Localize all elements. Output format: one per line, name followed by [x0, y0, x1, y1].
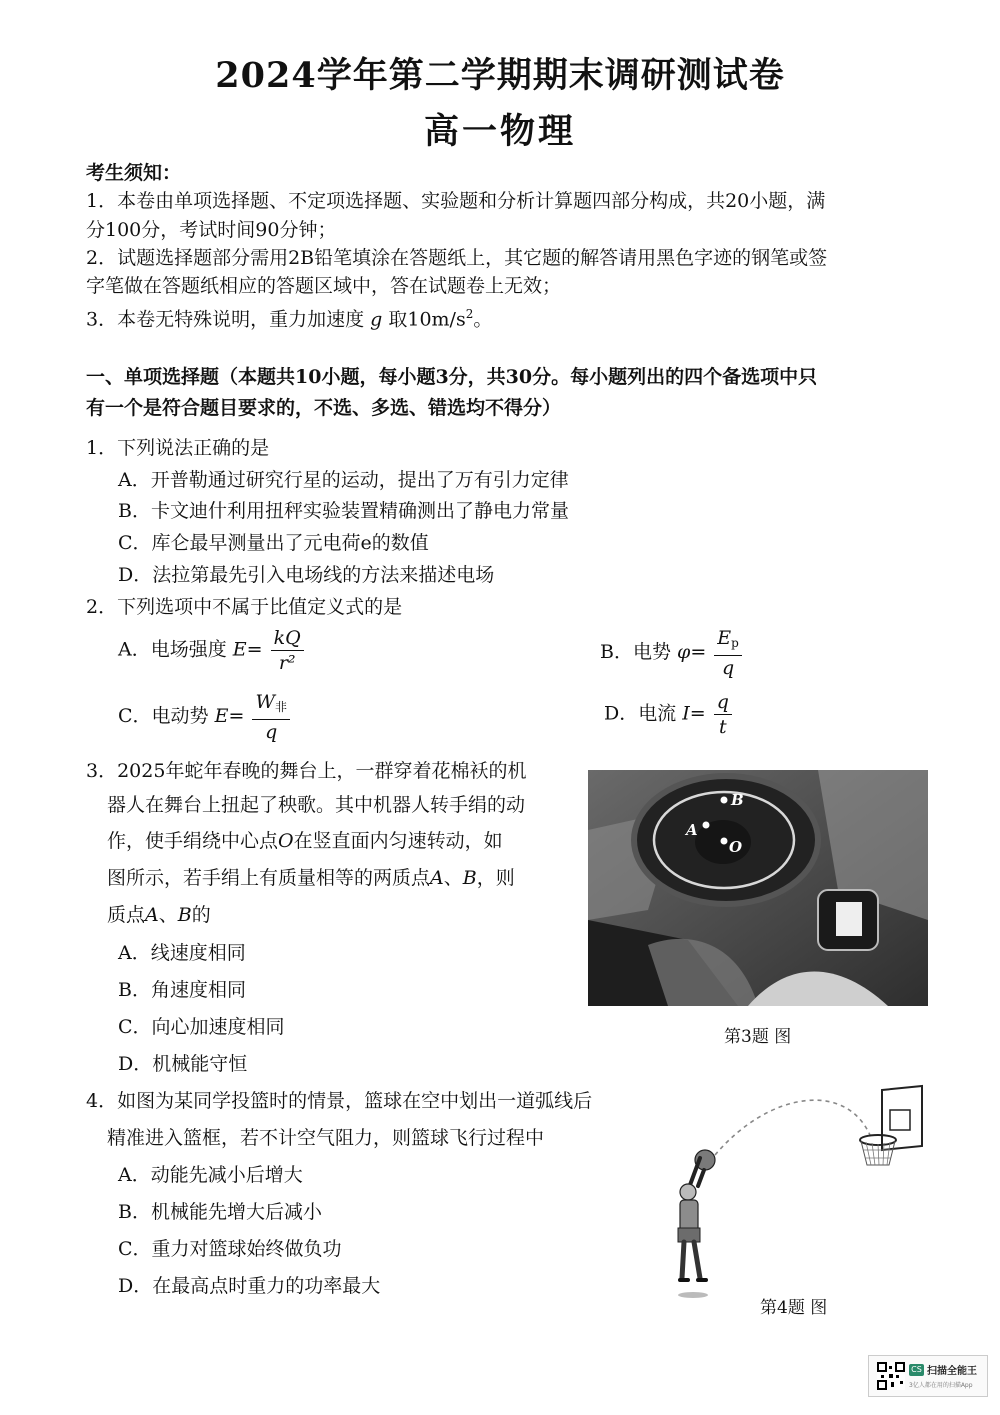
point-o-label: O — [729, 838, 743, 856]
point-a-label: A — [686, 821, 698, 839]
section-heading: 有一个是符合题目要求的，不选、多选、错选均不得分） — [86, 397, 562, 419]
question-3-stem: 器人在舞台上扭起了秧歌。其中机器人转手绢的动 — [107, 794, 526, 816]
question-2-option-a: A．电场强度 E= $\frac{kQ}{\text{r²}}$ — [118, 626, 306, 675]
question-3-stem: 作，使手绢绕中心点O在竖直面内匀速转动，如 — [107, 830, 503, 852]
scanner-watermark — [868, 1355, 988, 1397]
question-3-figure-caption: 第3题 图 — [724, 1027, 792, 1047]
question-4-option-d: D．在最高点时重力的功率最大 — [118, 1275, 381, 1297]
question-3-stem: 图所示，若手绢上有质量相等的两质点A、B，则 — [107, 867, 515, 889]
question-1-option-a: A．开普勒通过研究行星的运动，提出了万有引力定律 — [118, 469, 569, 491]
player-icon — [678, 1150, 715, 1298]
notice-line: 1．本卷由单项选择题、不定项选择题、实验题和分析计算题四部分构成，共20小题，满 — [86, 190, 826, 212]
point-b-label: B — [731, 791, 744, 809]
question-3-figure — [588, 770, 928, 1006]
notice-line-3: 3．本卷无特殊说明，重力加速度 g 取$10m/s^2$。 — [86, 307, 493, 331]
handkerchief-photo — [588, 770, 928, 1006]
section-heading: 一、单项选择题（本题共10小题，每小题3分，共30分。每小题列出的四个备选项中只 — [86, 366, 818, 388]
notice-line: 分100分，考试时间90分钟； — [86, 219, 337, 241]
question-3-option-d: D．机械能守恒 — [118, 1053, 248, 1075]
question-3-stem: 质点A、B的 — [107, 904, 211, 926]
question-4-stem: 4．如图为某同学投篮时的情景，篮球在空中划出一道弧线后 — [86, 1090, 593, 1112]
notice-heading: 考生须知： — [86, 162, 182, 184]
qr-code-icon — [877, 1362, 905, 1390]
question-2-stem: 2．下列选项中不属于比值定义式的是 — [86, 596, 403, 618]
question-1-stem: 1．下列说法正确的是 — [86, 437, 270, 459]
exam-title: 2024学年第二学期期末调研测试卷 — [215, 55, 785, 96]
question-4-figure — [660, 1080, 930, 1305]
question-4-stem: 精准进入篮框，若不计空气阻力，则篮球飞行过程中 — [107, 1127, 545, 1149]
question-4-option-c: C．重力对篮球始终做负功 — [118, 1238, 342, 1260]
question-2-option-c: C．电动势 E= $\frac{W_非}{q}$ — [118, 690, 292, 744]
scanner-logo-icon: CS — [909, 1364, 924, 1376]
basketball-hoop-icon — [860, 1086, 922, 1165]
question-3-stem: 3．2025年蛇年春晚的舞台上，一群穿着花棉袄的机 — [86, 760, 527, 782]
question-4-option-b: B．机械能先增大后减小 — [118, 1201, 322, 1223]
question-3-option-a: A．线速度相同 — [118, 942, 246, 964]
question-4-figure-caption: 第4题 图 — [760, 1298, 828, 1318]
question-3-option-b: B．角速度相同 — [118, 979, 246, 1001]
question-3-option-c: C．向心加速度相同 — [118, 1016, 285, 1038]
question-2-option-b: B．电势 φ= $\frac{E_p}{q}$ — [600, 626, 744, 680]
question-4-option-a: A．动能先减小后增大 — [118, 1164, 303, 1186]
ball-trajectory — [715, 1100, 872, 1155]
question-2-option-d: D．电流 I= $\frac{q}{t}$ — [604, 690, 734, 739]
scanner-tagline: 3亿人都在用的扫描App — [909, 1382, 973, 1389]
question-1-option-c: C．库仑最早测量出了元电荷e的数值 — [118, 532, 429, 554]
notice-line: 2．试题选择题部分需用2B铅笔填涂在答题纸上，其它题的解答请用黑色字迹的钢笔或签 — [86, 247, 828, 269]
notice-line: 字笔做在答题纸相应的答题区域中，答在试题卷上无效； — [86, 275, 562, 297]
question-1-option-b: B．卡文迪什利用扭秤实验装置精确测出了静电力常量 — [118, 500, 569, 522]
question-1-option-d: D．法拉第最先引入电场线的方法来描述电场 — [118, 564, 495, 586]
scanner-app-name: 扫描全能王 — [927, 1366, 977, 1377]
exam-subject: 高一物理 — [423, 111, 576, 152]
